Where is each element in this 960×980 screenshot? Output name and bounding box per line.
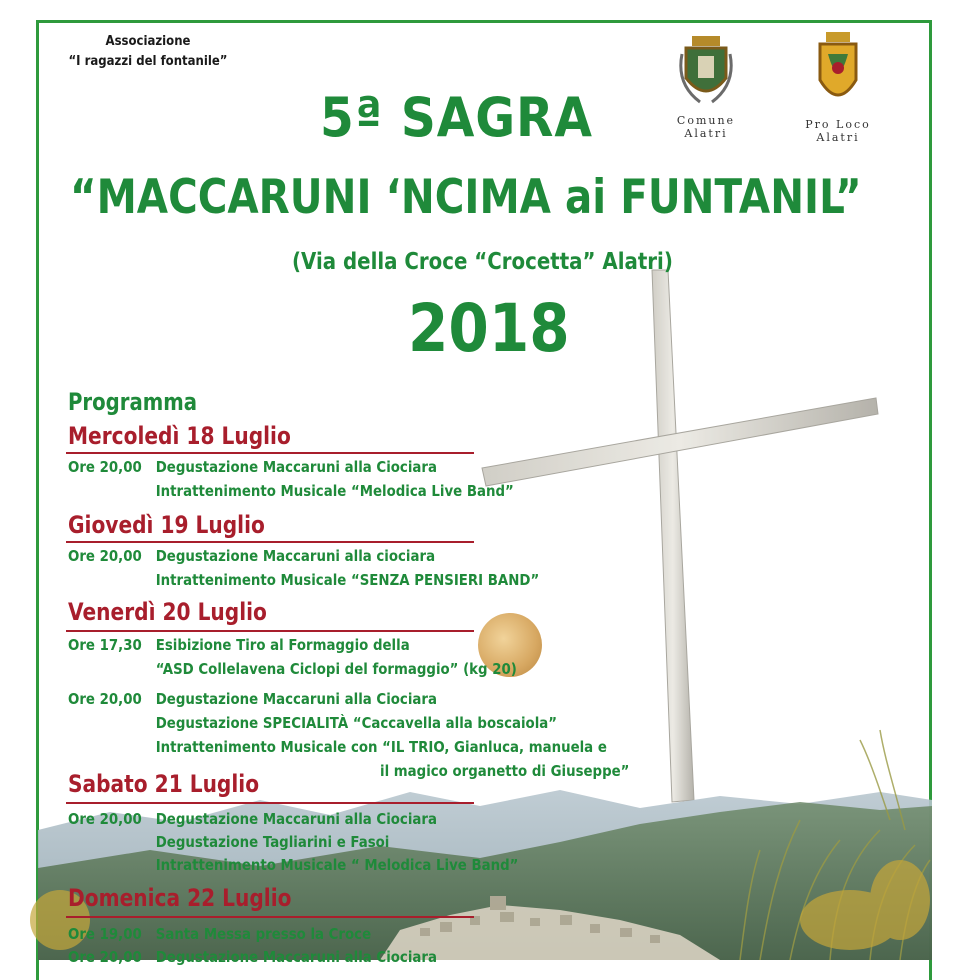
edition-title: 5ª SAGRA xyxy=(320,86,593,149)
event-row xyxy=(68,690,437,708)
event-line: Intrattenimento Musicale “ Melodica Live Band” xyxy=(155,856,519,874)
event-line: Degustazione Tagliarini e Fasoi xyxy=(155,833,390,851)
event-row xyxy=(68,856,518,874)
day-divider xyxy=(66,802,474,804)
event-row xyxy=(68,738,607,756)
day-divider xyxy=(66,630,474,632)
event-time: Ore 17,30 xyxy=(68,636,142,654)
event-line: Degustazione Maccaruni alla ciociara xyxy=(155,547,436,565)
day-divider xyxy=(66,916,474,918)
event-year: 2018 xyxy=(408,290,570,367)
comune-crest-icon xyxy=(678,34,734,108)
event-row xyxy=(68,714,557,732)
event-line: Intrattenimento Musicale “Melodica Live Band” xyxy=(155,482,514,500)
event-row xyxy=(68,833,389,851)
event-row xyxy=(68,925,371,943)
event-time: Ore 20,00 xyxy=(68,690,142,708)
program-heading: Programma xyxy=(68,388,198,416)
comune-crest-label-2: Alatri xyxy=(684,127,728,140)
event-line: Degustazione Maccaruni alla Ciociara xyxy=(155,690,437,708)
event-row xyxy=(68,660,517,678)
event-line: Degustazione Maccaruni alla Ciociara xyxy=(155,458,437,476)
association-name: “I ragazzi del fontanile” xyxy=(68,54,228,69)
day-divider xyxy=(66,541,474,543)
proloco-crest-label-2: Alatri xyxy=(816,131,860,144)
event-time: Ore 19,00 xyxy=(68,925,142,943)
day-heading: Sabato 21 Luglio xyxy=(68,770,260,798)
event-row xyxy=(68,482,514,500)
event-row xyxy=(68,547,435,565)
day-divider xyxy=(66,452,474,454)
event-row xyxy=(68,571,539,589)
event-name-title: “MACCARUNI ‘NCIMA ai FUNTANIL” xyxy=(70,170,862,225)
proloco-crest xyxy=(792,30,884,144)
event-line: “ASD Collelavena Ciclopi del formaggio” (kg 20) xyxy=(155,660,517,678)
comune-crest-label-1: Comune xyxy=(676,114,736,127)
association-label: Associazione xyxy=(105,34,191,49)
day-heading: Mercoledì 18 Luglio xyxy=(68,422,291,450)
event-time: Ore 20,00 xyxy=(68,948,142,966)
event-time: Ore 20,00 xyxy=(68,810,142,828)
event-line: Intrattenimento Musicale con “IL TRIO, Gianluca, manuela e xyxy=(155,738,607,756)
event-row xyxy=(68,810,437,828)
proloco-crest-label-1: Pro Loco xyxy=(805,118,871,131)
association-block xyxy=(48,32,248,72)
event-line: il magico organetto di Giuseppe” xyxy=(380,762,630,780)
event-location: (Via della Croce “Crocetta” Alatri) xyxy=(292,249,673,275)
event-line: Santa Messa presso la Croce xyxy=(155,925,372,943)
event-row xyxy=(68,636,410,654)
proloco-crest-icon xyxy=(814,30,862,112)
comune-crest xyxy=(664,34,748,140)
day-heading: Venerdì 20 Luglio xyxy=(68,598,267,626)
event-line: Degustazione Maccaruni alla Ciociara xyxy=(155,948,437,966)
event-line: Degustazione Maccaruni alla Ciociara xyxy=(155,810,437,828)
event-line: Esibizione Tiro al Formaggio della xyxy=(155,636,410,654)
event-line: Intrattenimento Musicale “SENZA PENSIERI BAND” xyxy=(155,571,540,589)
day-heading: Domenica 22 Luglio xyxy=(68,884,292,912)
event-row xyxy=(68,458,437,476)
event-line: Degustazione SPECIALITÀ “Caccavella alla boscaiola” xyxy=(155,714,558,732)
day-heading: Giovedì 19 Luglio xyxy=(68,511,265,539)
event-time: Ore 20,00 xyxy=(68,547,142,565)
event-row xyxy=(68,948,437,966)
event-time: Ore 20,00 xyxy=(68,458,142,476)
event-row xyxy=(380,762,629,780)
